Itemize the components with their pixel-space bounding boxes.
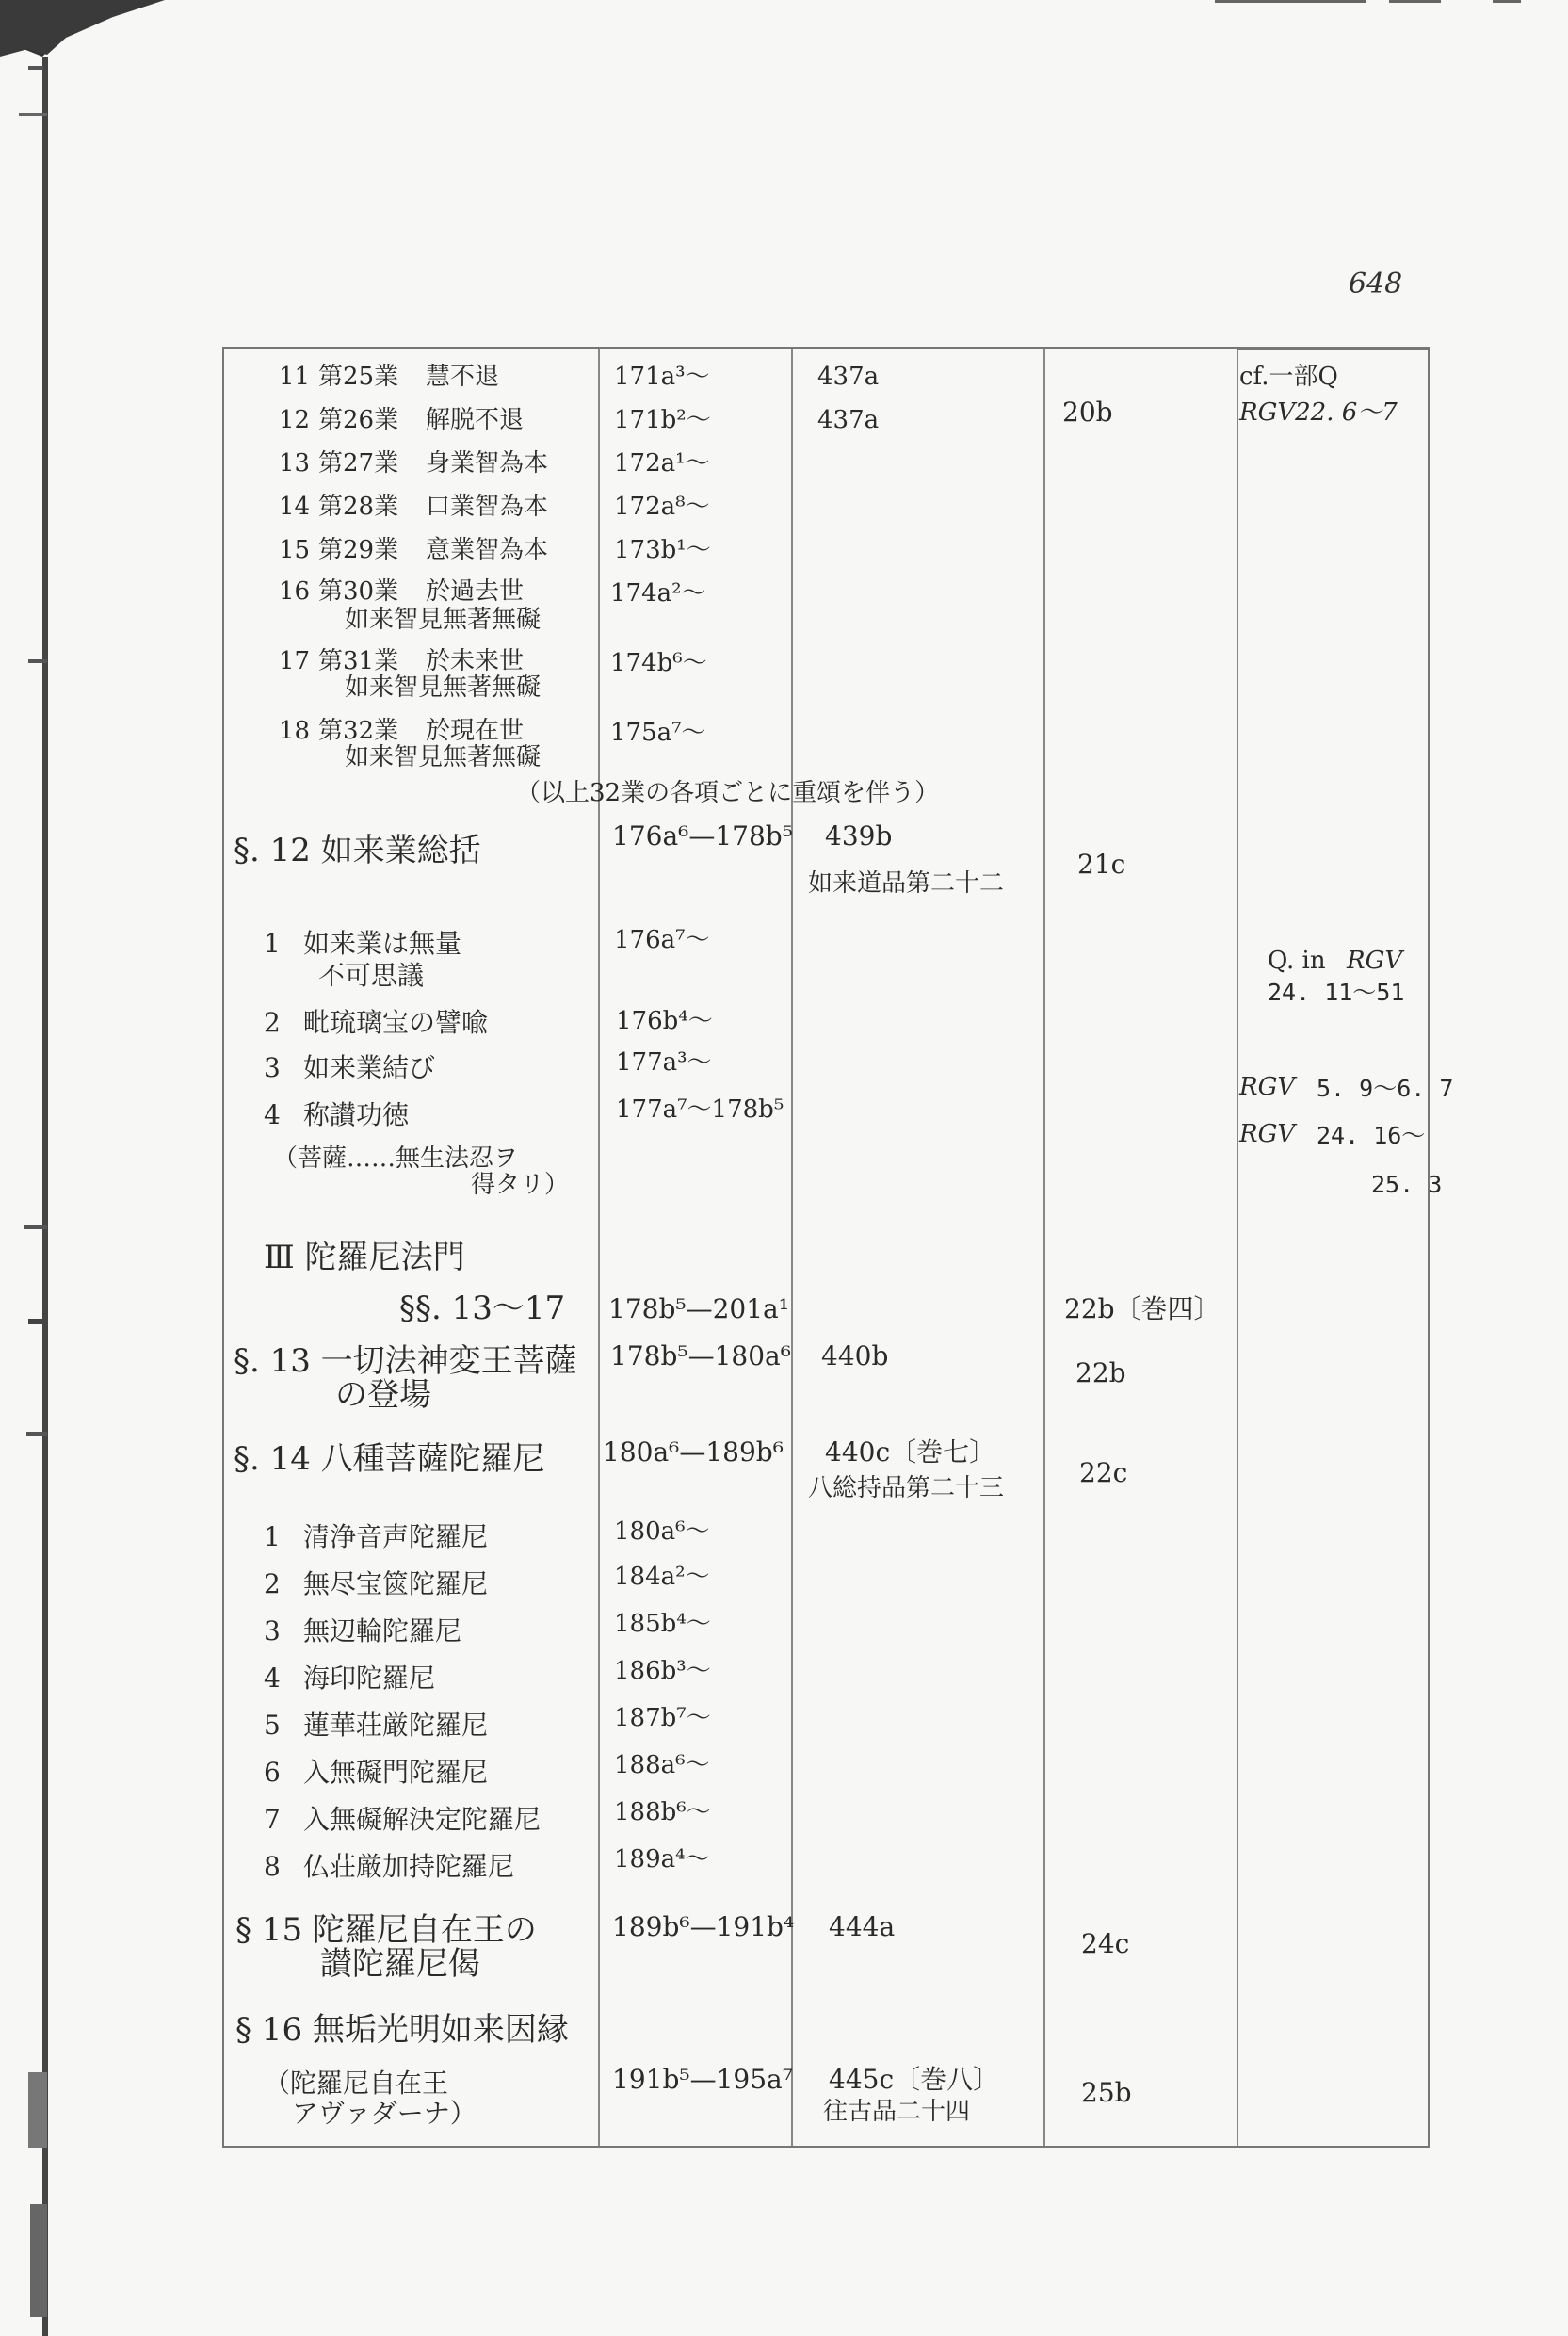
- item-title: 如来業は無量: [303, 928, 462, 959]
- item-number: 3: [264, 1615, 281, 1647]
- remark-q-in: Q. in: [1268, 947, 1326, 975]
- top-rule: [1493, 0, 1521, 3]
- remark-range: 24. 16～: [1317, 1122, 1426, 1149]
- row-label: 第32業: [318, 717, 399, 745]
- item-ref1: 176a⁷～: [614, 926, 710, 954]
- section-13-ref2: 440b: [821, 1340, 889, 1371]
- row-ref3: 20b: [1062, 397, 1113, 428]
- row-title-cont: 如来智見無著無礙: [345, 743, 542, 771]
- item-title-cont: 不可思議: [318, 960, 425, 991]
- row-ref2: 437a: [817, 406, 880, 434]
- row-ref1: 171a³～: [614, 363, 710, 391]
- section-12-ref1: 176a⁶—178b⁵: [612, 820, 793, 852]
- row-title: 慧不退: [426, 363, 500, 391]
- remark-cf: cf.一部Q: [1239, 363, 1338, 391]
- column-divider: [598, 349, 600, 2146]
- remark-rgv: RGV22. 6～7: [1239, 398, 1398, 427]
- item-title: 如来業結び: [303, 1052, 436, 1083]
- section-16-ref1: 191b⁵—195a⁷: [612, 2064, 793, 2095]
- page-number: 648: [1349, 268, 1403, 300]
- row-ref1: 171b²～: [614, 406, 711, 434]
- section-15-ref3: 24c: [1081, 1928, 1130, 1959]
- remark-range: 5. 9～6. 7: [1317, 1075, 1454, 1102]
- item-title: 無辺輪陀羅尼: [303, 1615, 462, 1647]
- binding-edge: [0, 0, 66, 2336]
- row-title: 意業智為本: [426, 536, 549, 564]
- item-title: 仏荘厳加持陀羅尼: [303, 1851, 515, 1882]
- top-rule: [1215, 0, 1366, 3]
- item-ref1: 188b⁶～: [614, 1798, 711, 1826]
- section-12-ref2-sub: 如来道品第二十二: [808, 869, 1005, 898]
- section-16-ref3: 25b: [1081, 2077, 1132, 2108]
- remark-rgv: RGV: [1347, 947, 1403, 975]
- item-title: 称讃功徳: [303, 1099, 410, 1130]
- part-3-ref1: 178b⁵—201a¹: [608, 1293, 789, 1324]
- item-ref1: 189a⁴～: [614, 1845, 710, 1874]
- section-13-ref3: 22b: [1075, 1357, 1126, 1388]
- row-label: 第29業: [318, 536, 399, 564]
- part-3-sections: §§. 13～17: [399, 1290, 566, 1327]
- item-title: 清浄音声陀羅尼: [303, 1521, 489, 1552]
- section-15-ref1: 189b⁶—191b⁴: [612, 1911, 795, 1942]
- section-13-title: §. 13 一切法神変王菩薩: [234, 1342, 577, 1380]
- item-number: 1: [264, 1521, 281, 1552]
- column-divider: [791, 349, 793, 2146]
- row-number: 11: [279, 363, 311, 391]
- row-number: 18: [279, 717, 311, 745]
- section-13-ref1: 178b⁵—180a⁶: [610, 1340, 791, 1371]
- item-number: 2: [264, 1007, 281, 1038]
- item-title: 蓮華荘厳陀羅尼: [303, 1710, 489, 1741]
- item-number: 7: [264, 1804, 281, 1835]
- part-3-title: Ⅲ 陀羅尼法門: [264, 1239, 465, 1276]
- row-ref1: 172a¹～: [614, 449, 710, 478]
- item-title: 入無礙解決定陀羅尼: [303, 1804, 542, 1835]
- item-title: 無尽宝篋陀羅尼: [303, 1568, 489, 1599]
- row-title: 口業智為本: [426, 493, 549, 521]
- column-divider: [1043, 349, 1045, 2146]
- row-ref1: 175a⁷～: [610, 719, 706, 747]
- section-12-ref2: 439b: [825, 820, 893, 852]
- section-12-note: （菩薩……無生法忍ヲ: [273, 1144, 519, 1173]
- binding-top-shadow: [0, 0, 170, 66]
- item-ref1: 184a²～: [614, 1563, 710, 1591]
- column-rule: [1237, 349, 1428, 350]
- item-ref1: 177a⁷～178b⁵: [616, 1095, 784, 1124]
- section-12-note-cont: 得タリ）: [471, 1171, 570, 1199]
- item-ref1: 188a⁶～: [614, 1751, 710, 1779]
- row-label: 第26業: [318, 406, 399, 434]
- item-title: 毗琉璃宝の譬喩: [303, 1007, 489, 1038]
- row-number: 12: [279, 406, 311, 434]
- row-title: 於未来世: [426, 647, 525, 675]
- row-ref1: 174b⁶～: [610, 649, 707, 677]
- item-title: 海印陀羅尼: [303, 1663, 436, 1694]
- remark-rgv: RGV: [1239, 1120, 1296, 1148]
- item-number: 6: [264, 1757, 281, 1788]
- row-label: 第28業: [318, 493, 399, 521]
- section-14-ref1: 180a⁶—189b⁶: [603, 1436, 784, 1468]
- note-32-acts: （以上32業の各項ごとに重頌を伴う）: [516, 779, 940, 807]
- item-ref1: 187b⁷～: [614, 1704, 711, 1732]
- item-ref1: 185b⁴～: [614, 1610, 711, 1638]
- section-16-title: § 16 無垢光明如来因縁: [235, 2011, 569, 2049]
- section-12-title: §. 12 如来業総括: [234, 832, 481, 869]
- section-14-ref2: 440c〔巻七〕: [825, 1436, 996, 1468]
- row-ref2: 437a: [817, 363, 880, 391]
- row-label: 第30業: [318, 577, 399, 606]
- item-ref1: 177a³～: [616, 1048, 712, 1077]
- section-16-subtitle-cont: アヴァダーナ）: [292, 2098, 477, 2129]
- row-title-cont: 如来智見無著無礙: [345, 606, 542, 634]
- item-number: 2: [264, 1568, 281, 1599]
- top-rule: [1389, 0, 1441, 3]
- row-title-cont: 如来智見無著無礙: [345, 673, 542, 702]
- row-label: 第27業: [318, 449, 399, 478]
- section-14-ref2-sub: 八総持品第二十三: [808, 1474, 1005, 1502]
- row-title: 解脱不退: [426, 406, 525, 434]
- section-14-ref3: 22c: [1079, 1457, 1128, 1488]
- item-ref1: 186b³～: [614, 1657, 711, 1685]
- item-title: 入無礙門陀羅尼: [303, 1757, 489, 1788]
- item-number: 8: [264, 1851, 281, 1882]
- row-number: 17: [279, 647, 311, 675]
- section-15-title: § 15 陀羅尼自在王の: [235, 1911, 537, 1949]
- row-ref1: 174a²～: [610, 579, 706, 608]
- remark-range-end: 25. 3: [1371, 1171, 1443, 1198]
- row-number: 16: [279, 577, 311, 606]
- item-ref1: 180a⁶～: [614, 1517, 710, 1546]
- item-number: 5: [264, 1710, 281, 1741]
- item-number: 3: [264, 1052, 281, 1083]
- section-15-ref2: 444a: [829, 1911, 896, 1942]
- row-title: 身業智為本: [426, 449, 549, 478]
- row-ref1: 172a⁸～: [614, 493, 710, 521]
- row-label: 第25業: [318, 363, 399, 391]
- part-3-ref3: 22b〔巻四〕: [1064, 1293, 1220, 1324]
- item-number: 4: [264, 1099, 281, 1130]
- section-14-title: §. 14 八種菩薩陀羅尼: [234, 1440, 545, 1478]
- item-number: 1: [264, 928, 281, 959]
- row-label: 第31業: [318, 647, 399, 675]
- section-16-ref2: 445c〔巻八〕: [829, 2064, 1000, 2095]
- section-13-title-cont: の登場: [335, 1376, 431, 1414]
- row-number: 14: [279, 493, 311, 521]
- section-15-title-cont: 讃陀羅尼偈: [320, 1945, 480, 1983]
- row-number: 15: [279, 536, 311, 564]
- section-12-ref3: 21c: [1077, 849, 1126, 880]
- row-number: 13: [279, 449, 311, 478]
- row-ref1: 173b¹～: [614, 536, 711, 564]
- section-16-ref2-sub: 往古品二十四: [823, 2098, 971, 2126]
- item-number: 4: [264, 1663, 281, 1694]
- row-title: 於現在世: [426, 717, 525, 745]
- remark-range: 24. 11～51: [1268, 979, 1405, 1006]
- column-divider: [1237, 349, 1238, 2146]
- item-ref1: 176b⁴～: [616, 1007, 713, 1035]
- remark-rgv: RGV: [1239, 1073, 1296, 1101]
- row-title: 於過去世: [426, 577, 525, 606]
- section-16-subtitle: （陀羅尼自在王: [264, 2068, 449, 2099]
